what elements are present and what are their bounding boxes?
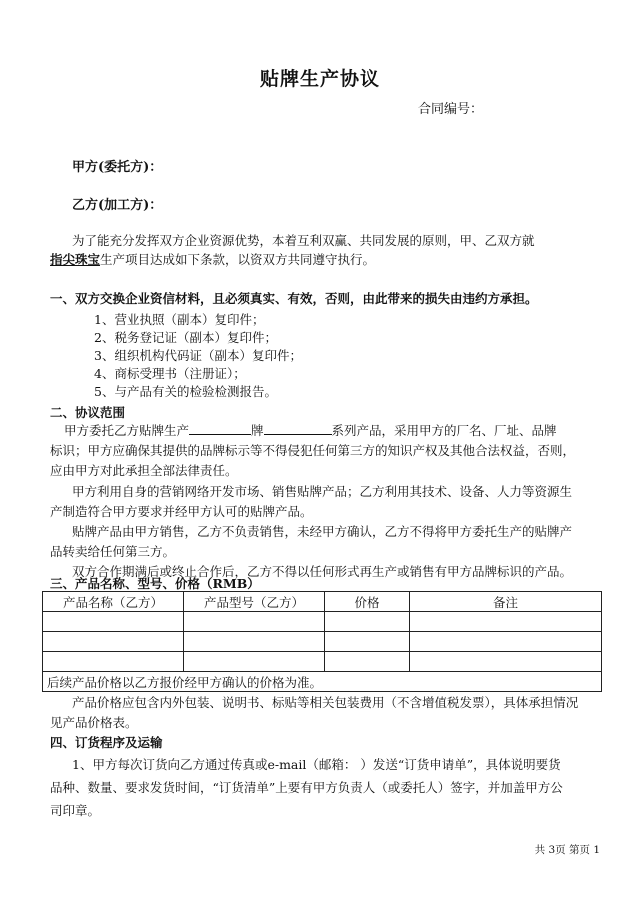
table-cell [410,632,602,652]
table-cell [410,652,602,672]
intro-line-2-text: 生产项目达成如下条款，以资双方共同遵守执行。 [100,252,376,267]
brand-name: 指尖珠宝 [50,252,101,267]
s1-item-4: 4、商标受理书（注册证）； [94,366,246,381]
table-cell [184,652,325,672]
s4-p-line-3: 司印章。 [50,803,101,818]
brand-blank [189,422,251,435]
s2-p3-line-2: 品转卖给任何第三方。 [50,544,176,559]
s3-p-line-1: 产品价格应包含内外包装、说明书、标贴等相关包装费用（不含增值税发票），具体承担情况 [72,695,579,710]
s2-p1-line-1 [64,421,557,439]
table-note: 后续产品价格以乙方报价经甲方确认的价格为准。 [43,672,602,692]
contract-number-label: 合同编号： [418,102,484,117]
table-cell [43,652,184,672]
table-row [43,612,602,632]
section-3-heading: 三、产品名称、型号、价格（RMB） [50,576,260,591]
s1-item-2: 2、税务登记证（副本）复印件； [94,330,277,345]
s2-p3-line-1: 贴牌产品由甲方销售，乙方不负责销售，未经甲方确认，乙方不得将甲方委托生产的贴牌产 [72,524,573,539]
intro-line-1: 为了能充分发挥双方企业资源优势，本着互利双赢、共同发展的原则，甲、乙双方就 [72,233,535,248]
table-cell [184,632,325,652]
s3-p-line-2: 见产品价格表。 [50,715,138,730]
section-4-heading: 四、订货程序及运输 [50,735,163,750]
s4-p-line-1: 1、甲方每次订货向乙方通过传真或e-mail（邮箱： ）发送“订货申请单”，具体说明要货 [72,757,561,772]
table-cell [184,612,325,632]
table-row [43,652,602,672]
intro-line-2 [50,250,375,268]
s2-p1-line-3: 应由甲方对此承担全部法律责任。 [50,463,238,478]
s2-p4-line-1: 双方合作期满后或终止合作后，乙方不得以任何形式再生产或销售有甲方品牌标识的产品。 [72,564,573,579]
table-header-cell: 产品名称（乙方） [43,592,184,612]
party-a-label: 甲方(委托方)： [72,160,163,175]
page-footer: 共 3页 第页 1 [534,844,600,856]
table-row [43,632,602,652]
s2-p1-line-2: 标识；甲方应确保其提供的品牌标示等不得侵犯任何第三方的知识产权及其他合法权益，否则， [50,443,576,458]
s2-p1-text-a: 甲方委托乙方贴牌生产 [64,423,190,438]
product-price-table [42,591,602,692]
s1-item-1: 1、营业执照（副本）复印件； [94,312,265,327]
party-b-label: 乙方(加工方)： [72,198,163,213]
s2-p1-text-c: 系列产品，采用甲方的厂名、厂址、品牌 [331,423,557,438]
table-cell [43,612,184,632]
page-title: 贴牌生产协议 [259,68,380,90]
series-blank [264,422,332,435]
s4-p-line-2: 品种、数量、要求发货时间，“订货清单”上要有甲方负责人（或委托人）签字，并加盖甲方公 [50,780,563,795]
table-header-cell: 产品型号（乙方） [184,592,325,612]
section-1-heading: 一、双方交换企业资信材料，且必须真实、有效，否则，由此带来的损失由违约方承担。 [50,291,538,306]
table-note-row [43,672,602,692]
table-header-cell: 价格 [325,592,410,612]
s2-p1-text-b: 牌 [251,423,264,438]
table-cell [325,632,410,652]
table-header-cell: 备注 [410,592,602,612]
s1-item-3: 3、组织机构代码证（副本）复印件； [94,348,302,363]
s2-p2-line-1: 甲方利用自身的营销网络开发市场、销售贴牌产品；乙方利用其技术、设备、人力等资源生 [72,484,573,499]
table-cell [325,612,410,632]
table-header-row [43,592,602,612]
table-cell [43,632,184,652]
section-2-heading: 二、协议范围 [50,405,126,420]
s1-item-5: 5、与产品有关的检验检测报告。 [94,384,277,399]
table-cell [325,652,410,672]
s2-p2-line-2: 产制造符合甲方要求并经甲方认可的贴牌产品。 [50,504,313,519]
table-cell [410,612,602,632]
